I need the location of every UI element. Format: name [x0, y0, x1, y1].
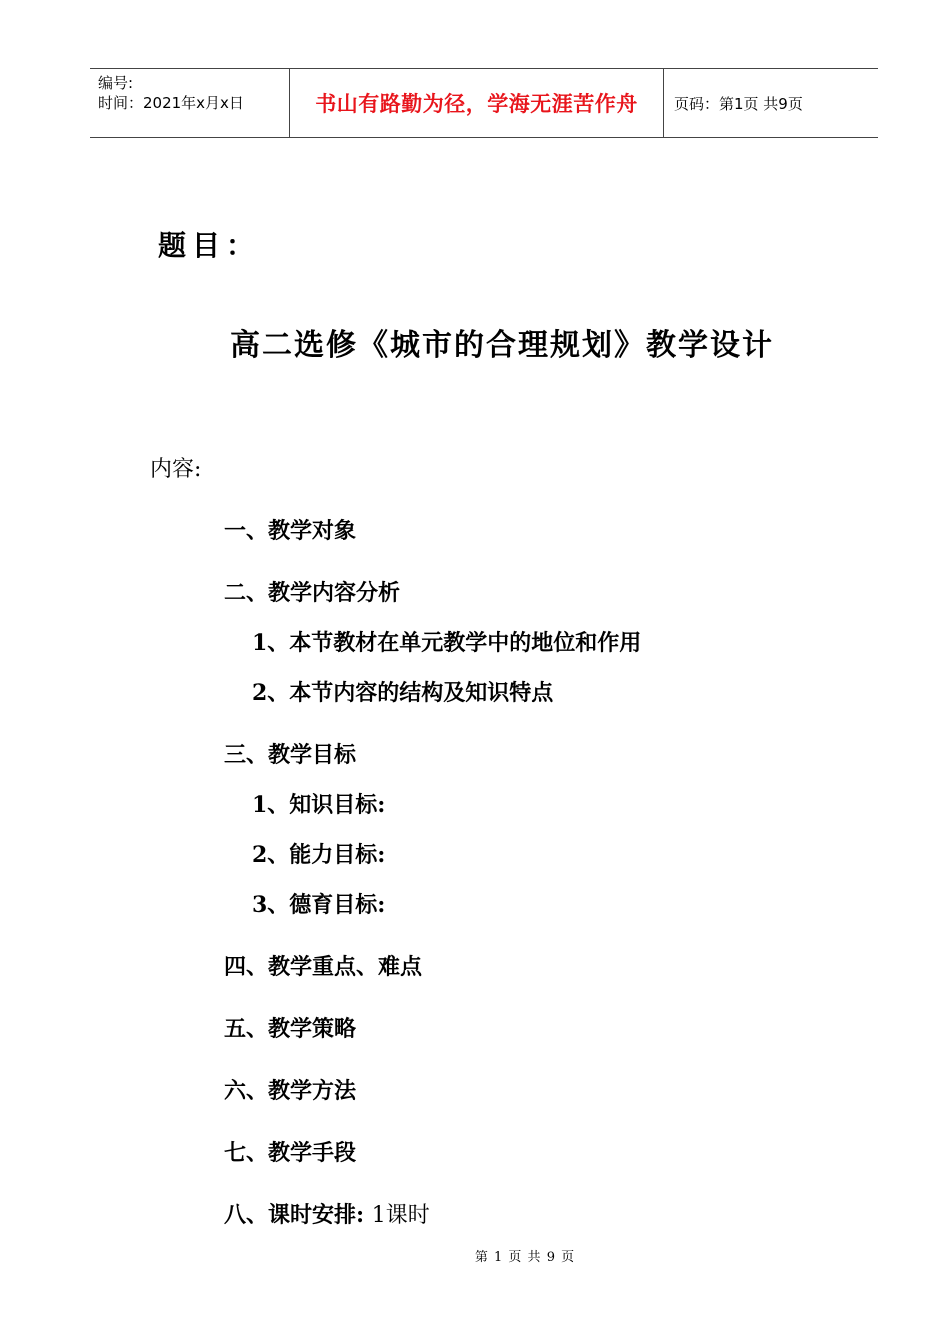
- subsection-item: 3、德育目标:: [252, 892, 386, 918]
- section-heading: 五、教学策略: [224, 1016, 357, 1042]
- content-label: 内容:: [150, 457, 202, 482]
- section-heading: 二、教学内容分析: [224, 580, 401, 606]
- motto-text: 书山有路勤为径，学海无涯苦作舟: [315, 92, 638, 116]
- schedule-value: 1课时: [371, 1203, 430, 1228]
- document-title: 高二选修《城市的合理规划》教学设计: [230, 328, 774, 363]
- date-label: 时间：2021年x月x日: [98, 94, 244, 112]
- section-heading-with-value: [224, 1198, 430, 1229]
- section-heading: 一、教学对象: [224, 518, 357, 544]
- page-info: 页码：第1页 共9页: [674, 94, 803, 113]
- page-footer: 第 1 页 共 9 页: [474, 1250, 576, 1265]
- subsection-item: 1、知识目标:: [252, 792, 386, 818]
- section-heading: 三、教学目标: [224, 742, 357, 768]
- section-heading: 六、教学方法: [224, 1078, 357, 1104]
- section-heading: 七、教学手段: [224, 1140, 357, 1166]
- subsection-item: 2、本节内容的结构及知识特点: [252, 680, 554, 706]
- subsection-item: 2、能力目标:: [252, 842, 386, 868]
- serial-number-label: 编号:: [98, 74, 134, 92]
- title-label: 题目：: [158, 229, 261, 262]
- schedule-label: 八、课时安排:: [224, 1202, 365, 1228]
- subsection-item: 1、本节教材在单元教学中的地位和作用: [252, 630, 642, 656]
- section-heading: 四、教学重点、难点: [224, 954, 423, 980]
